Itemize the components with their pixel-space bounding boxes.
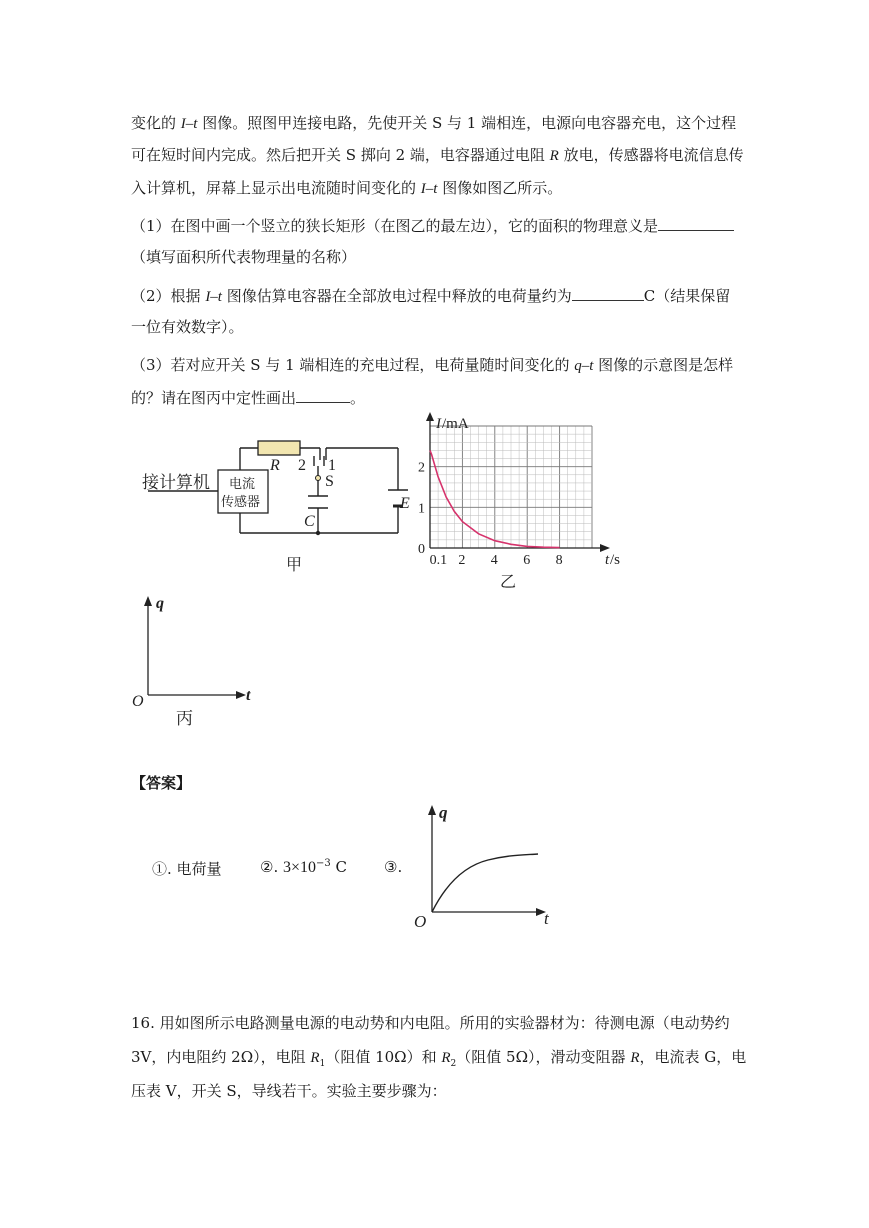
question-1-note: （填写面积所代表物理量的名称） [131,248,357,266]
problem15-line3: 入计算机，屏幕上显示出电流随时间变化的 I–t 图像如图乙所示。 [131,179,563,197]
problem16-line3: 压表 V，开关 S，导线若干。实验主要步骤为： [131,1082,447,1100]
x-arrow-icon [236,691,246,699]
label-contact-1: 1 [328,457,336,474]
label-computer: 接计算机 [142,473,210,493]
y-axis-label-italic: I [436,416,441,432]
answer-1: ①. 电荷量 [152,860,222,878]
question-2: （2）根据 I–t 图像估算电容器在全部放电过程中释放的电荷量约为 C（结果保留 [131,284,730,306]
problem16-line1: 16. 用如图所示电路测量电源的电动势和内电阻。所用的实验器材为：待测电源（电动势约 [131,1014,730,1032]
y-tick-label: 0 [418,542,425,557]
qt-blank-graph [130,590,260,735]
junction-dot [316,531,320,535]
axis-q: q [156,595,164,612]
answer-2: ②. $3\times 10^{-3}$ C [260,858,348,876]
y-tick-label: 1 [418,501,425,517]
caption-jia: 甲 [286,555,303,574]
it-chart [410,412,630,592]
resistor-R [258,441,300,455]
x-axis-label-italic: t [605,552,610,568]
answer-blank-3 [296,386,350,403]
problem15-line1: 变化的 I–t 图像。照图甲连接电路，先使开关 S 与 1 端相连，电源向电容器充电，这个过程 [131,114,737,132]
question-1: （1）在图中画一个竖立的狭长矩形（在图乙的最左边），它的面积的物理意义是 [131,214,734,236]
x-tick-label: 8 [555,553,563,568]
switch-pivot [316,476,321,481]
question-3: （3）若对应开关 S 与 1 端相连的充电过程，电荷量随时间变化的 q–t 图像的示意图是怎样 [131,356,734,374]
label-R: R [270,457,280,474]
answer-blank-1 [658,214,734,231]
caption-bing: 丙 [176,709,193,729]
x-axis-label-unit: /s [610,552,621,568]
label-S: S [325,473,334,490]
problem15-line2: 可在短时间内完成。然后把开关 S 掷向 2 端，电容器通过电阻 R 放电，传感器将电流信息传 [131,146,744,164]
circuit-diagram [140,430,425,590]
x-tick-label: 2 [458,553,466,568]
axis-t: t [246,687,251,704]
x-arrow-icon [600,544,610,552]
label-C: C [304,513,315,530]
question-2-note: 一位有效数字）。 [131,318,244,336]
caption-yi: 乙 [500,572,517,591]
x-tick-label: 0.1 [429,553,448,568]
y-tick-label: 2 [418,460,425,476]
answer-axis-q: q [439,803,448,822]
sensor-label-line1: 电流 [229,477,256,492]
y-arrow-icon [428,805,436,815]
answer-heading: 【答案】 [131,774,192,792]
label-E: E [400,495,410,512]
label-contact-2: 2 [298,457,306,474]
x-tick-label: 6 [523,553,531,568]
answer-blank-2 [572,284,644,301]
problem16-line2: 3V，内电阻约 2Ω），电阻 $R_1$（阻值 10Ω）和 $R_2$（阻值 5Ω），滑动变阻器 R，电流表 G，电 [131,1048,747,1069]
charging-curve [432,854,538,912]
chart-axes [426,412,610,552]
question-3-note: 的？请在图丙中定性画出 。 [131,386,365,408]
y-arrow-icon [426,412,434,421]
answer-3: ③. [384,858,403,876]
qt-answer-graph [408,800,558,935]
answer-origin: O [414,912,427,931]
origin-O: O [132,693,144,710]
answer-axis-t: t [544,909,549,928]
y-axis-label-unit: /mA [442,416,469,432]
y-arrow-icon [144,596,152,606]
tick-labels [418,461,563,568]
x-tick-label: 4 [490,553,498,568]
sensor-label-line2: 传感器 [221,495,261,510]
chart-grid [430,426,592,548]
